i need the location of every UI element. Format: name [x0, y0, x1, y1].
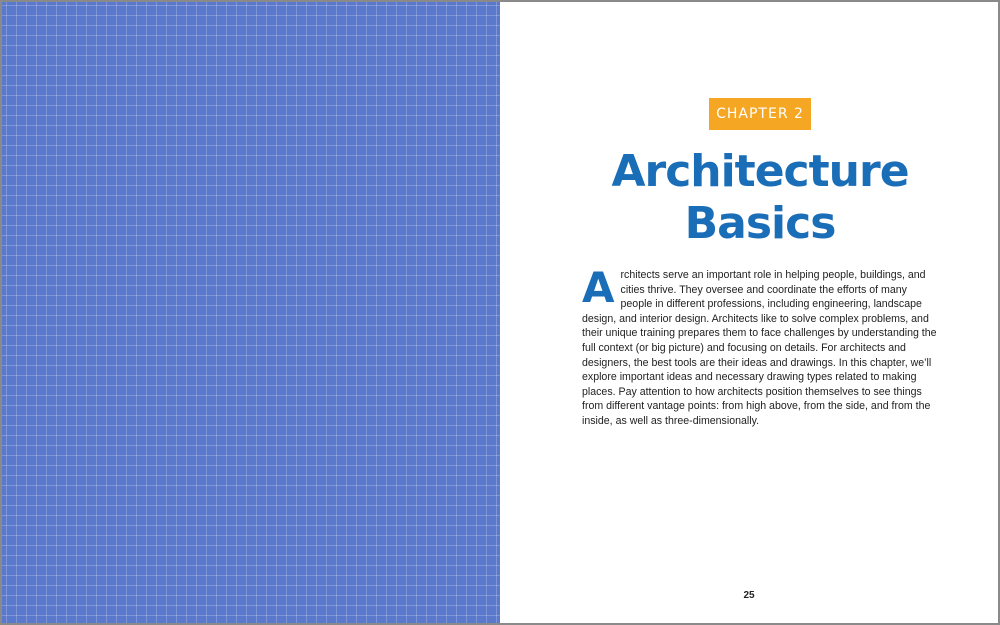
- chapter-title-line-2: Basics: [684, 198, 836, 249]
- intro-paragraph-text: rchitects serve an important role in helping people, buildings, and cities thrive. They oversee and coordinate the efforts of many people in different professions, including engineering, landscape design, and interior design. Architects like to solve complex problems, and their unique training prepares them to face challenges by understanding the full context (or big picture) and focusing on details. For architects and designers, the best tools are their ideas and drawings. In this chapter, we’ll explore important ideas and necessary drawing types related to making places. Pay attention to how architects position themselves to see things from different vantage points: from high above, from the side, and from the inside, as well as three-dimensionally.: [582, 269, 937, 427]
- intro-paragraph: [582, 263, 940, 429]
- drop-cap: A: [582, 263, 615, 312]
- chapter-opening-page: [500, 2, 998, 623]
- chapter-title: [580, 146, 940, 250]
- blueprint-grid-page: [2, 2, 500, 623]
- page-number: 25: [743, 590, 755, 601]
- chapter-label: CHAPTER 2: [709, 98, 811, 130]
- chapter-title-line-1: Architecture: [611, 146, 909, 197]
